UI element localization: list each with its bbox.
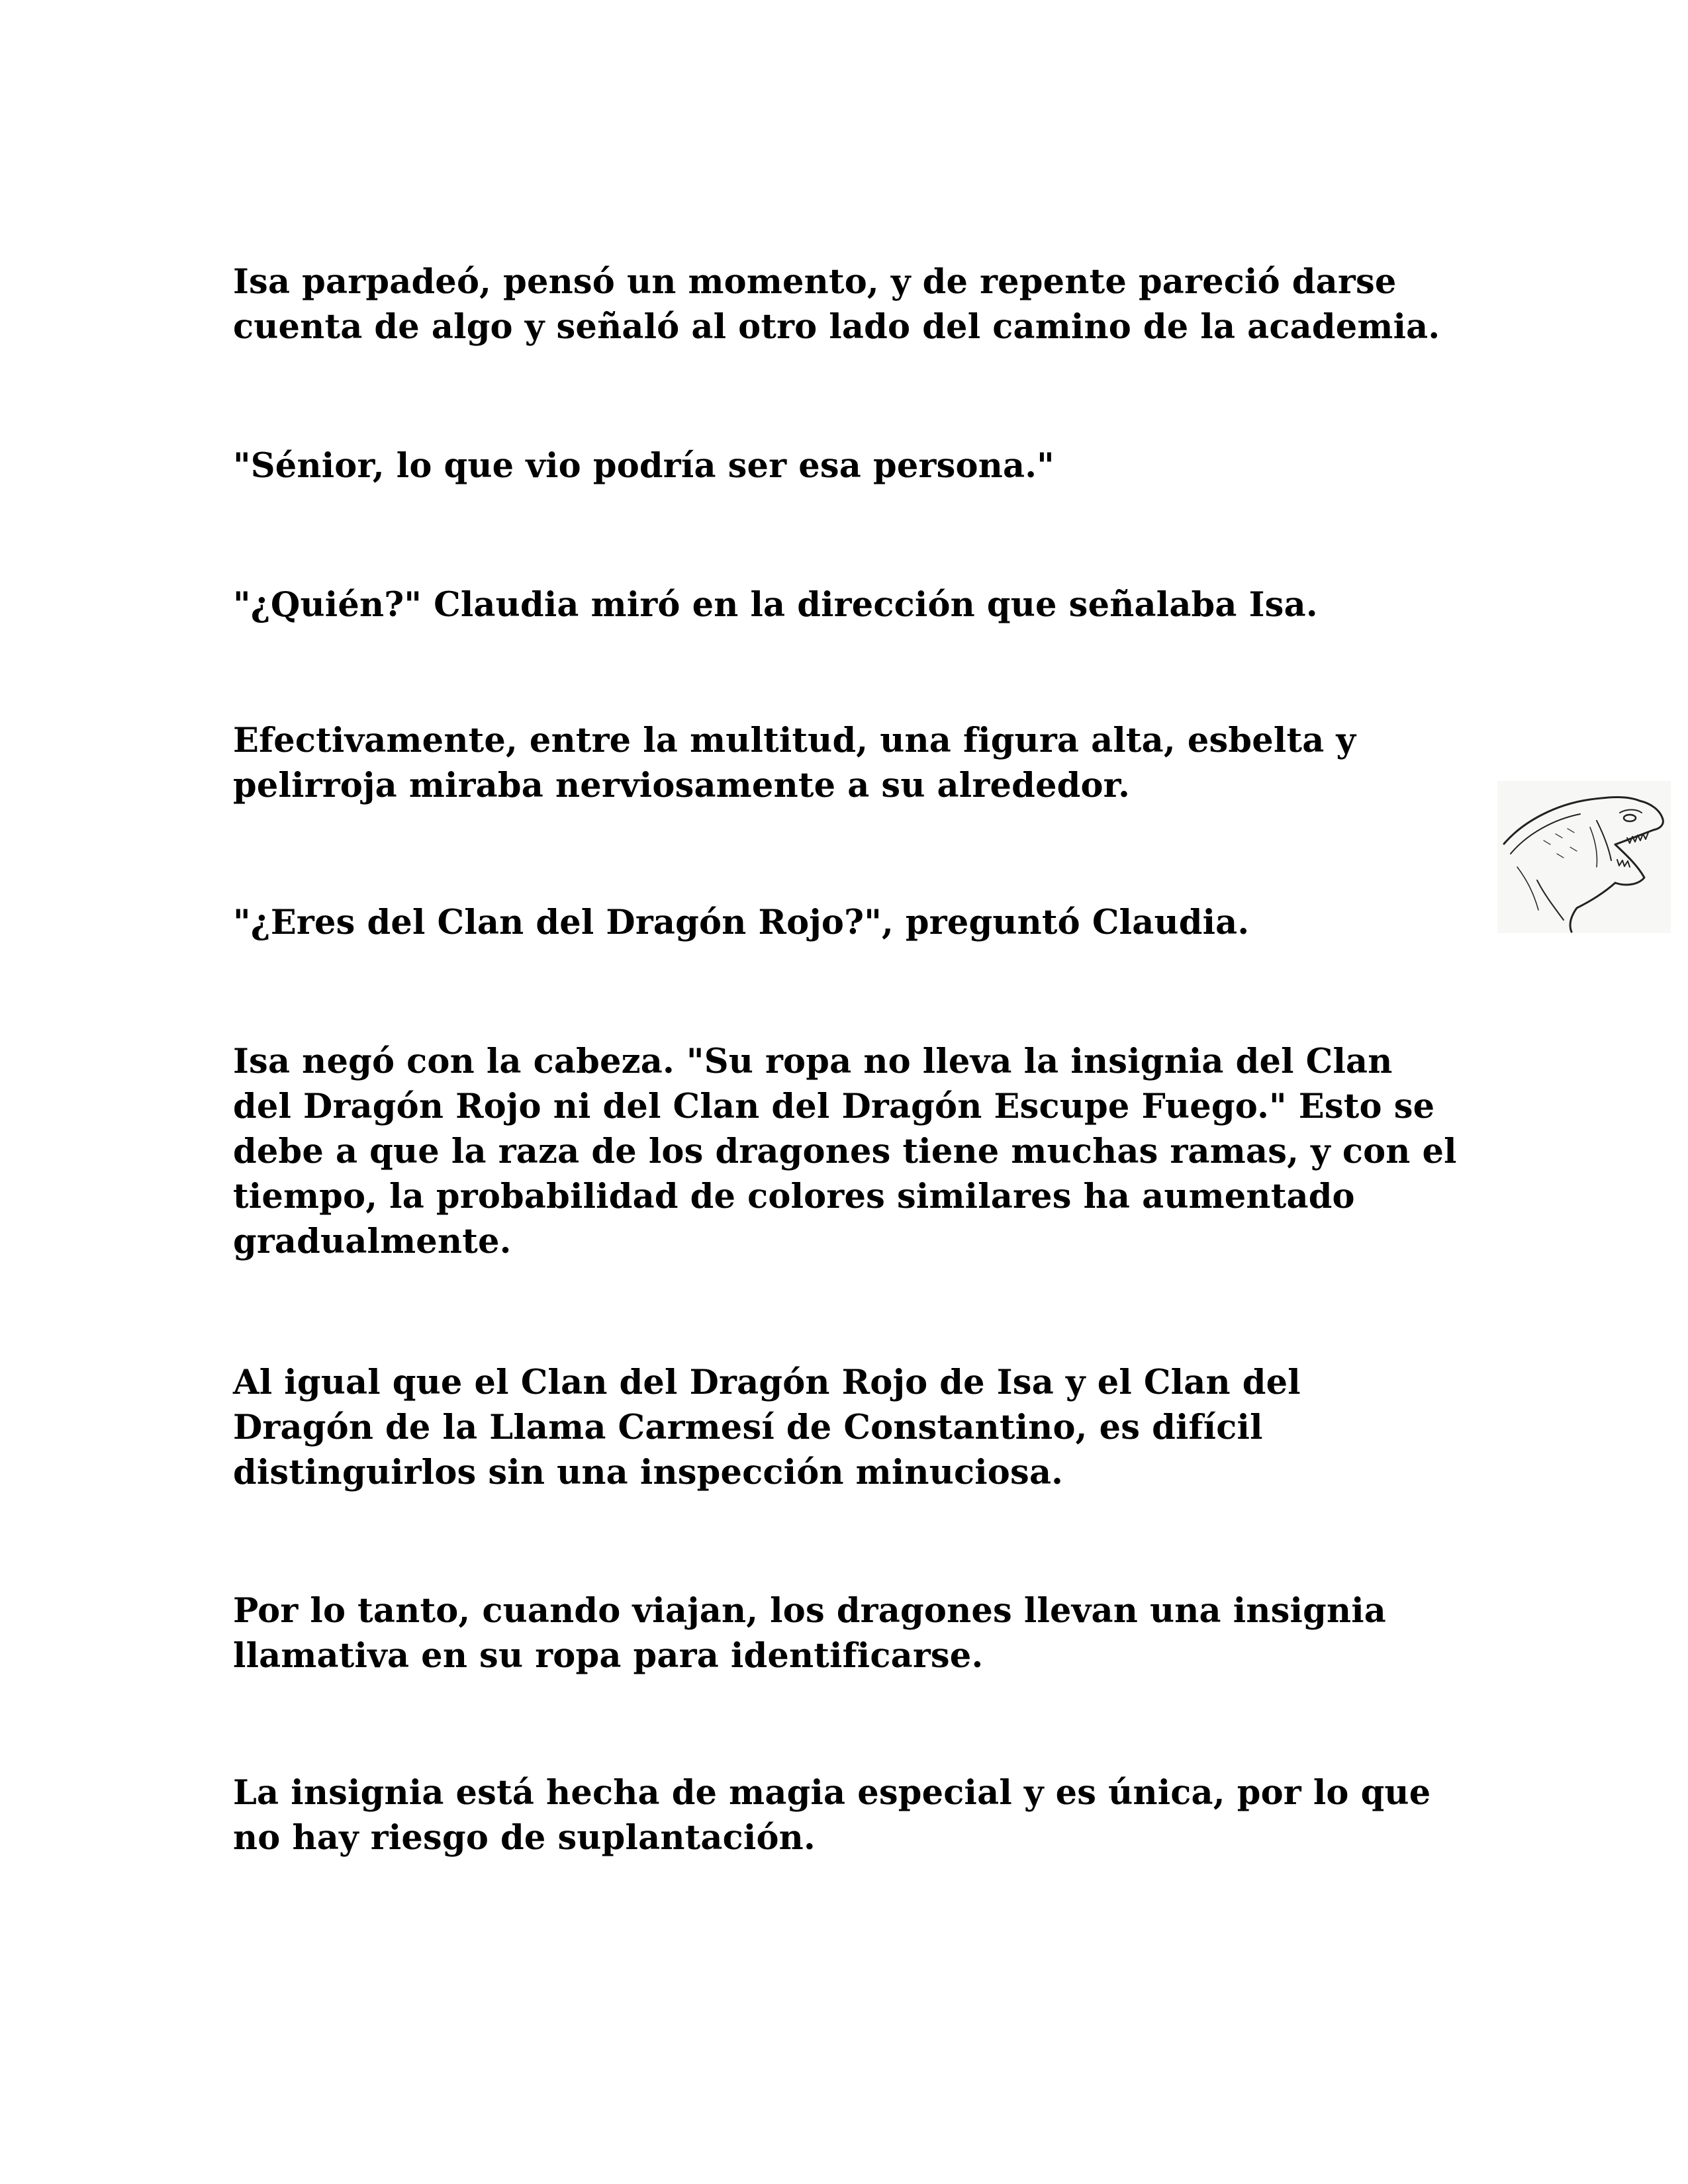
paragraph: "Sénior, lo que vio podría ser esa persona." [233, 446, 1055, 486]
paragraph: La insignia está hecha de magia especial y es única, por lo que no hay riesgo de suplantación. [233, 1773, 1431, 1858]
paragraph: "¿Quién?" Claudia miró en la dirección que señalaba Isa. [233, 585, 1318, 625]
paragraph: Isa negó con la cabeza. "Su ropa no lleva la insignia del Clan del Dragón Rojo ni del Clan del Dragón Escupe Fuego." Esto se debe a que la raza de los dragones tiene muchas ramas, y con el tiempo, la probabilidad de colores similares ha aumentado gradualmente. [233, 1042, 1457, 1261]
paragraph: Efectivamente, entre la multitud, una figura alta, esbelta y pelirroja miraba nerviosamente a su alrededor. [233, 721, 1356, 805]
paragraph: Al igual que el Clan del Dragón Rojo de Isa y el Clan del Dragón de la Llama Carmesí de Constantino, es difícil distinguirlos sin una inspección minuciosa. [233, 1363, 1301, 1492]
paragraph: "¿Eres del Clan del Dragón Rojo?", preguntó Claudia. [233, 903, 1250, 942]
paragraph: Isa parpadeó, pensó un momento, y de repente pareció darse cuenta de algo y señaló al otro lado del camino de la academia. [233, 262, 1440, 347]
paragraph: Por lo tanto, cuando viajan, los dragones llevan una insignia llamativa en su ropa para identificarse. [233, 1591, 1387, 1676]
dragon-head-sketch-icon [1497, 781, 1671, 933]
